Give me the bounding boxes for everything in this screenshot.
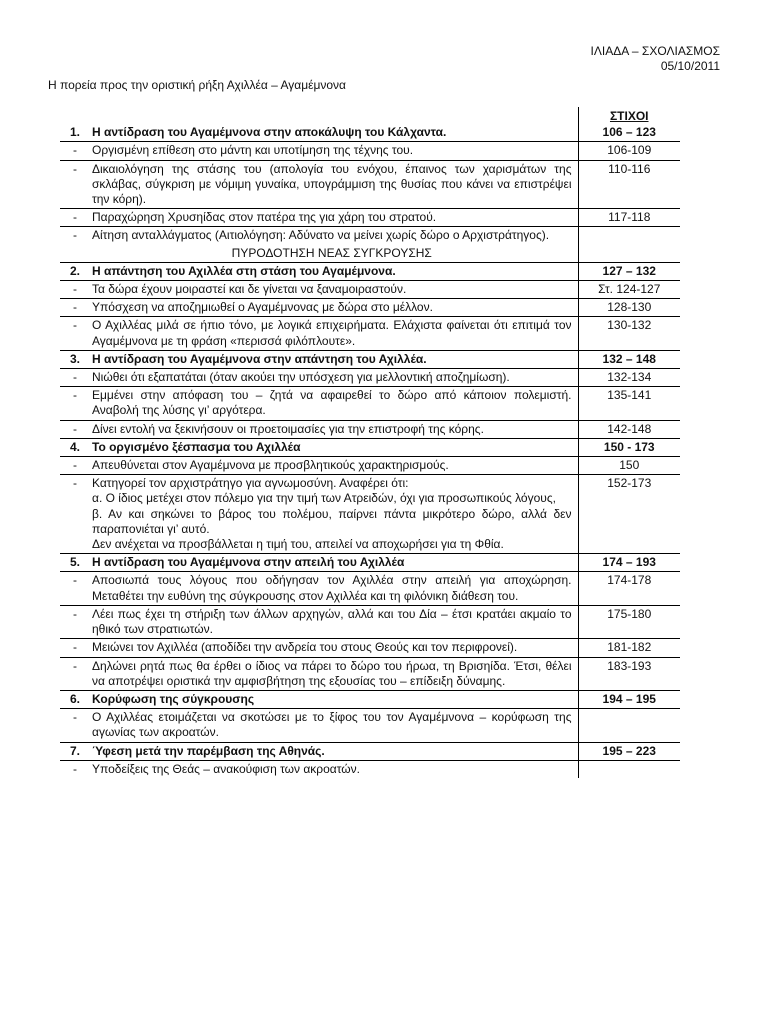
table-row [60,420,680,438]
row-text [90,572,578,605]
table-row [60,227,680,245]
table-row [60,317,680,350]
verse-range: 110-116 [578,160,680,209]
row-number: - [60,142,90,160]
row-text [90,142,578,160]
row-number: - [60,369,90,387]
row-text-main: Η απάντηση του Αχιλλέα στη στάση του Αγαμέμνονα. [92,263,396,278]
row-text [90,420,578,438]
row-number: 2. [60,262,90,280]
document-header [591,44,720,74]
row-text-main: Ο Αχιλλέας μιλά σε ήπιο τόνο, με λογικά επιχειρήματα. Ελάχιστα φαίνεται ότι επιτιμά τον Αγαμέμνονα με τη φράση «περισσά φιλόπλουτε». [92,318,572,348]
row-text-main: Δίνει εντολή να ξεκινήσουν οι προετοιμασίες για την επιστροφή της κόρης. [92,421,484,436]
verse-range: 130-132 [578,317,680,350]
verse-range: 175-180 [578,605,680,638]
verse-range: Στ. 124-127 [578,281,680,299]
row-number: - [60,639,90,657]
row-text-main: Ο Αχιλλέας ετοιμάζεται να σκοτώσει με το ξίφος του τον Αγαμέμνονα – κορύφωση της αγωνίας των ακροατών. [92,710,572,740]
row-text-main: Μειώνει τον Αχιλλέα (αποδίδει την ανδρεία του στους Θεούς και τον περιφρονεί). [92,640,518,655]
row-number: - [60,299,90,317]
row-text-main: Η αντίδραση του Αγαμέμνονα στην απάντηση του Αχιλλέα. [92,351,427,366]
row-number: - [60,605,90,638]
verse-range [578,709,680,742]
verse-range: 152-173 [578,475,680,554]
row-number: - [60,420,90,438]
table-row [60,457,680,475]
row-number: 7. [60,742,90,760]
row-number: - [73,228,77,243]
row-number: - [60,281,90,299]
row-text-main: Οργισμένη επίθεση στο μάντη και υποτίμηση της τέχνης του. [92,143,414,158]
section-row [60,124,680,142]
row-text-main: Εμμένει στην απόφαση του – ζητά να αφαιρεθεί το δώρο από κάποιον πολεμιστή. Αναβολή της λύσης γι’ αργότερα. [92,388,572,418]
verse-range: 117-118 [578,209,680,227]
row-text [90,475,578,554]
section-row [60,262,680,280]
row-text [90,209,578,227]
verse-range: 183-193 [578,657,680,690]
verse-range: 150 - 173 [578,438,680,456]
row-number: - [73,761,77,776]
row-text-main: ΠΥΡΟΔΟΤΗΣΗ ΝΕΑΣ ΣΥΓΚΡΟΥΣΗΣ [231,245,432,260]
table-row [60,605,680,638]
table-row [60,369,680,387]
row-number: - [60,387,90,420]
row-text [90,742,578,760]
table-row [60,160,680,209]
section-row [60,742,680,760]
verse-range: 132-134 [578,369,680,387]
page-title: Η πορεία προς την οριστική ρήξη Αχιλλέα – Αγαμέμνονα [48,78,346,92]
verse-range: 106-109 [578,142,680,160]
verse-range: 135-141 [578,387,680,420]
verse-range [578,760,680,778]
verse-range: 150 [578,457,680,475]
verse-range [578,245,680,263]
verse-range: 195 – 223 [578,742,680,760]
section-row [60,554,680,572]
row-text [90,299,578,317]
row-text-main: Παραχώρηση Χρυσηίδας στον πατέρα της για χάρη του στρατού. [92,210,437,225]
table-row [60,245,680,263]
row-text [90,457,578,475]
row-number [60,245,90,263]
table-row [60,760,680,778]
row-text-main: Αίτηση ανταλλάγματος (Αιτιολόγηση: Αδύνατο να μείνει χωρίς δώρο ο Αρχιστράτηγος). [92,228,550,243]
row-number: - [60,160,90,209]
row-text-main: Απευθύνεται στον Αγαμέμνονα με προσβλητικούς χαρακτηρισμούς. [92,458,449,473]
verse-range: 132 – 148 [578,350,680,368]
row-number: - [60,317,90,350]
document-date: 05/10/2011 [660,59,720,73]
verse-range: 142-148 [578,420,680,438]
row-text-main: Τα δώρα έχουν μοιραστεί και δε γίνεται να ξαναμοιραστούν. [92,282,407,297]
row-text [90,639,578,657]
row-text [90,438,578,456]
row-text [90,605,578,638]
verse-range: 181-182 [578,639,680,657]
row-text [90,690,578,708]
row-number: 6. [60,690,90,708]
row-text [90,554,578,572]
row-text [90,281,578,299]
row-number: - [60,572,90,605]
row-text [90,350,578,368]
row-text-main: Υποδείξεις της Θεάς – ανακούφιση των ακροατών. [92,761,361,776]
row-text [90,227,578,245]
row-text [90,760,578,778]
row-text-main: Η αντίδραση του Αγαμέμνονα στην αποκάλυψη του Κάλχαντα. [92,125,447,140]
table-row [60,639,680,657]
row-text [90,124,578,142]
table-row [60,142,680,160]
table-row [60,657,680,690]
row-text-main: Το οργισμένο ξέσπασμα του Αχιλλέα [92,439,301,454]
row-text-point: Δεν ανέχεται να προσβάλλεται η τιμή του, απειλεί να αποχωρήσει για τη Φθία. [92,537,504,552]
verses-column-header: ΣΤΙΧΟΙ [609,109,649,123]
verse-range [578,227,680,245]
row-number: 5. [60,554,90,572]
row-text [90,160,578,209]
section-row [60,690,680,708]
verse-range: 128-130 [578,299,680,317]
row-text [90,262,578,280]
row-text-main: Αποσιωπά τους λόγους που οδήγησαν τον Αχιλλέα στην απειλή για αποχώρηση. Μεταθέτει την ευθύνη της σύγκρουσης στον Αχιλλέα και τη φιλόνικη διάθεση του. [92,573,572,603]
row-text-main: Νιώθει ότι εξαπατάται (όταν ακούει την υπόσχεση για μελλοντική αποζημίωση). [92,370,510,385]
table-row [60,572,680,605]
verse-range: 194 – 195 [578,690,680,708]
section-row [60,438,680,456]
row-text-main: Δικαιολόγηση της στάσης του (απολογία του ενόχου, έπαινος των χαρισμάτων της σκλάβας, σύγκριση με νόμιμη γυναίκα, υπογράμμιση της θυσίας που κάνει να επιστρέψει την κόρη). [92,161,572,207]
row-text-main: Ύφεση μετά την παρέμβαση της Αθηνάς. [92,743,325,758]
row-number: 1. [60,124,90,142]
row-number: - [60,709,90,742]
outline-table-body [60,107,680,778]
row-number: - [60,657,90,690]
outline-table [60,107,680,778]
row-number: 4. [60,438,90,456]
row-text [90,369,578,387]
row-text-main: Λέει πως έχει τη στήριξη των άλλων αρχηγών, αλλά και του Δία – έτσι κρατάει ακμαίο το ηθικό των στρατιωτών. [92,606,572,637]
row-number: - [60,475,90,554]
table-row [60,209,680,227]
section-heading [90,245,578,263]
row-text [90,657,578,690]
section-row [60,350,680,368]
verse-range: 174-178 [578,572,680,605]
row-text-point: α. Ο ίδιος μετέχει στον πόλεμο για την τιμή των Ατρειδών, όχι για προσωπικούς λόγους, [92,491,556,506]
table-row [60,709,680,742]
table-row [60,475,680,554]
row-text-main: Υπόσχεση να αποζημιωθεί ο Αγαμέμνονας με δώρα στο μέλλον. [92,300,433,315]
row-text [90,317,578,350]
verse-range: 127 – 132 [578,262,680,280]
table-header-row [60,107,680,124]
row-number: 3. [60,350,90,368]
row-number: - [60,209,90,227]
row-text [90,709,578,742]
row-text-point: β. Αν και σηκώνει το βάρος του πολέμου, παίρνει πάντα μικρότερο δώρο, αλλά δεν παραπονιέται γι’ αυτό. [92,506,572,536]
row-text-main: Κορύφωση της σύγκρουσης [92,691,255,706]
row-text [90,387,578,420]
table-row [60,281,680,299]
verse-range: 174 – 193 [578,554,680,572]
table-row [60,387,680,420]
verse-range: 106 – 123 [578,124,680,142]
table-row [60,299,680,317]
row-text-main: Δηλώνει ρητά πως θα έρθει ο ίδιος να πάρει το δώρο του ήρωα, τη Βρισηίδα. Έτσι, θέλει να αποτρέψει οριστικά την αμφισβήτηση της εξουσίας του – επίδειξη δύναμης. [92,658,572,688]
row-text-main: Κατηγορεί τον αρχιστράτηγο για αγνωμοσύνη. Αναφέρει ότι: [92,476,409,491]
row-number: - [60,457,90,475]
course-title: ΙΛΙΑΔΑ – ΣΧΟΛΙΑΣΜΟΣ [590,44,720,58]
row-text-main: Η αντίδραση του Αγαμέμνονα στην απειλή του Αχιλλέα [92,555,405,570]
